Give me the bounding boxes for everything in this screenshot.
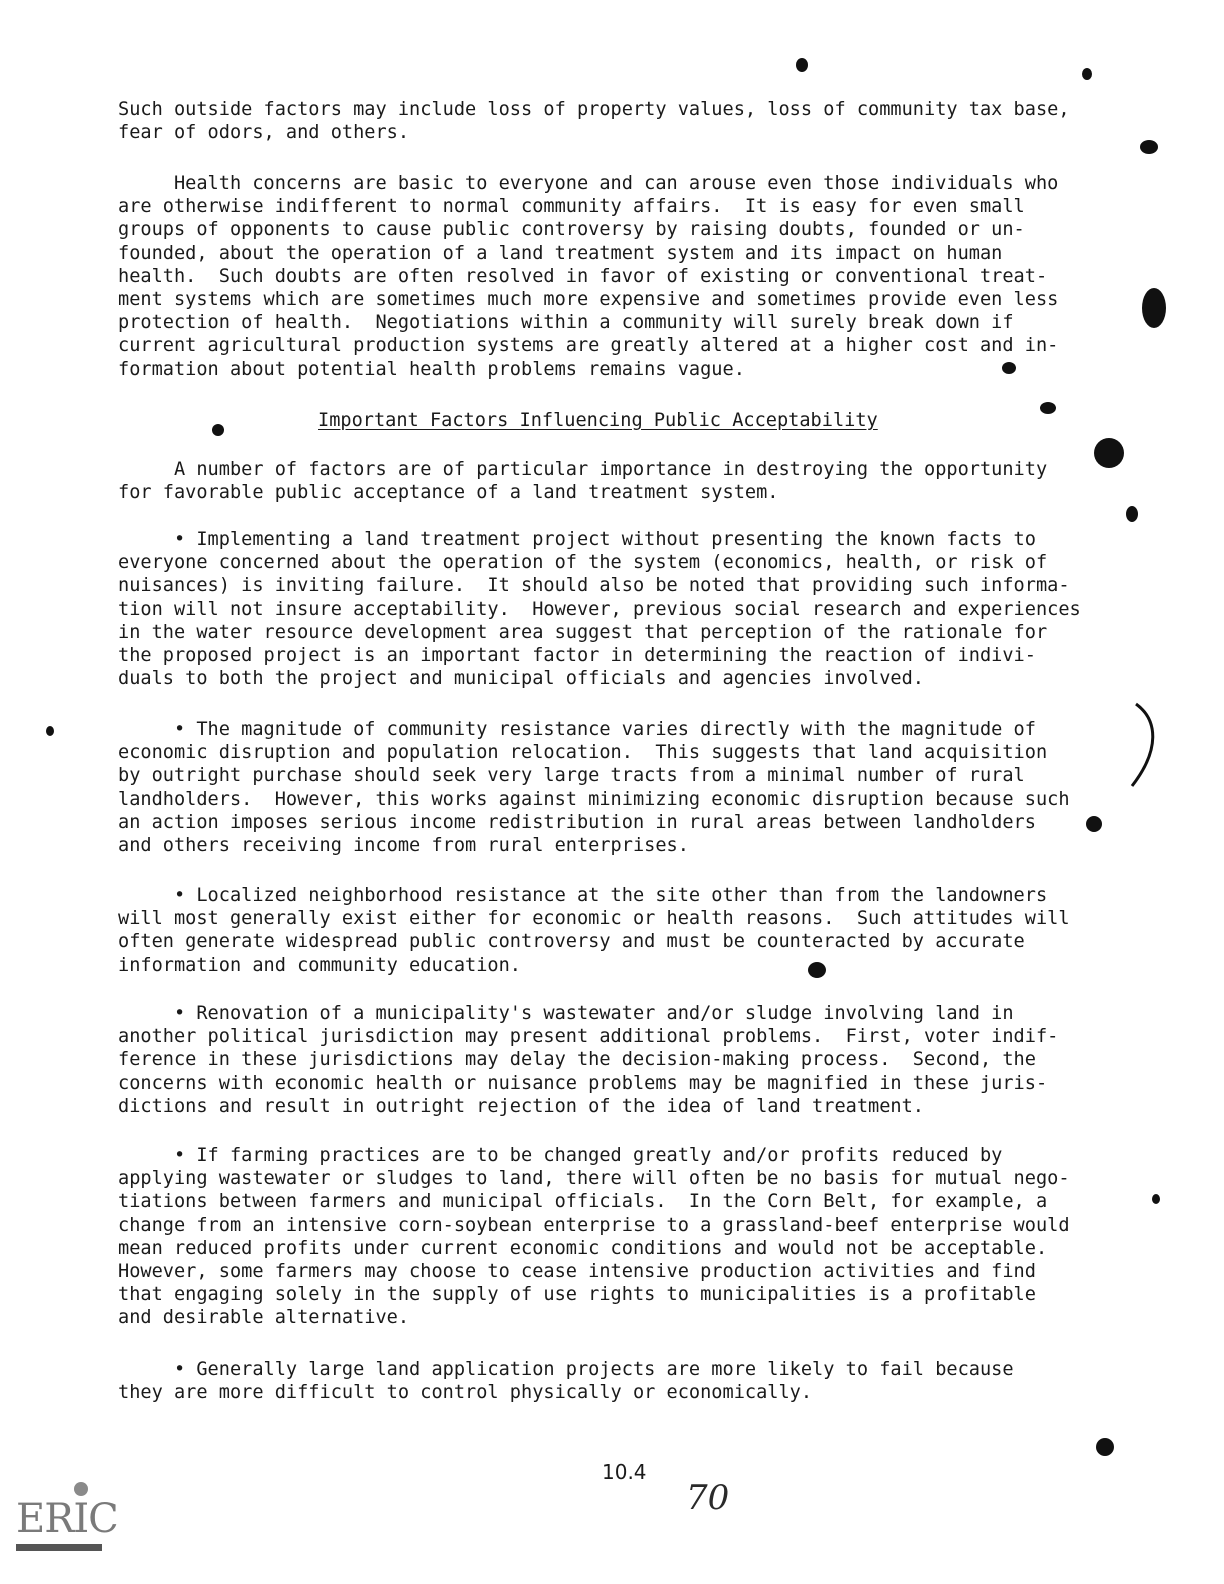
logo-word: ERIC [16, 1496, 118, 1542]
paragraph-health-concerns: Health concerns are basic to everyone and can arouse even those individuals who are otherwise indifferent to normal community affairs. It is easy for even small groups of opponents to cause public controversy by raising doubts, founded or un- founded, about the operation of a land treatment system and its impact on human health. Such doubts are often resolved in favor of existing or conventional treat- ment systems which are sometimes much more expensive and sometimes provide even less protection of health. Negotiations within a community will surely break down if current agricultural production systems are greatly altered at a higher cost and in- formation about potential health problems remains vague. [118, 173, 1059, 380]
scan-speck [1152, 1194, 1160, 1204]
bullet-large-projects: • Generally large land application projects are more likely to fail because they are more difficult to control physically or economically. [118, 1359, 1014, 1404]
section-heading: Important Factors Influencing Public Acceptability [318, 410, 878, 431]
bullet-renovation: • Renovation of a municipality's wastewater and/or sludge involving land in another political jurisdiction may present additional problems. First, voter indif- ference in these jurisdictions may delay the decision-making process. Second, the concerns with economic health or nuisance problems may be magnified in these juris- dictions and result in outright rejection of the idea of land treatment. [118, 1003, 1059, 1117]
scan-speck [1096, 1438, 1114, 1456]
scan-speck [796, 58, 808, 72]
bullet-implementing: • Implementing a land treatment project without presenting the known facts to everyone concerned about the operation of the system (economics, health, or risk of nuisances) is inviting failure. It should also be noted that providing such informa- tion will not insure acceptability. However, previous social research and experiences in the water resource development area suggest that perception of the rationale for the proposed project is an important factor in determining the reaction of indivi- duals to both the project and municipal officials and agencies involved. [118, 529, 1081, 690]
bullet-magnitude: • The magnitude of community resistance varies directly with the magnitude of economic disruption and population relocation. This suggests that land acquisition by outright purchase should seek very large tracts from a minimal number of rural landholders. However, this works against minimizing economic disruption because such an action imposes serious income redistribution in rural areas between landholders and others receiving income from rural enterprises. [118, 719, 1070, 857]
scan-speck [1082, 68, 1092, 80]
logo-tagline-bar [16, 1544, 102, 1551]
scan-speck [808, 962, 826, 978]
scan-speck [212, 424, 224, 436]
page-number: 10.4 [602, 1460, 647, 1484]
scan-speck [1094, 438, 1124, 468]
margin-bracket-mark [1128, 700, 1168, 790]
paragraph-outside-factors: Such outside factors may include loss of property values, loss of community tax base, fear of odors, and others. [118, 99, 1070, 144]
scan-speck [46, 726, 54, 736]
scan-speck [1142, 288, 1166, 328]
scan-speck [1002, 362, 1016, 374]
logo-dot-icon [74, 1482, 88, 1496]
scan-speck [1140, 140, 1158, 154]
handwritten-page-number: 70 [686, 1478, 730, 1518]
scan-speck [1126, 506, 1138, 522]
eric-logo [16, 1478, 118, 1560]
scan-speck [1086, 816, 1102, 832]
bullet-farming-practices: • If farming practices are to be changed greatly and/or profits reduced by applying wastewater or sludges to land, there will often be no basis for mutual nego- tiations between farmers and municipal officials. In the Corn Belt, for example, a change from an intensive corn-soybean enterprise to a grassland-beef enterprise would mean reduced profits under current economic conditions and would not be acceptable. However, some farmers may choose to cease intensive production activities and find that engaging solely in the supply of use rights to municipalities is a profitable and desirable alternative. [118, 1145, 1070, 1329]
scan-speck [1040, 402, 1056, 414]
paragraph-intro: A number of factors are of particular importance in destroying the opportunity for favorable public acceptance of a land treatment system. [118, 459, 1048, 504]
bullet-localized: • Localized neighborhood resistance at the site other than from the landowners will most generally exist either for economic or health reasons. Such attitudes will often generate widespread public controversy and must be counteracted by accurate information and community education. [118, 885, 1070, 976]
